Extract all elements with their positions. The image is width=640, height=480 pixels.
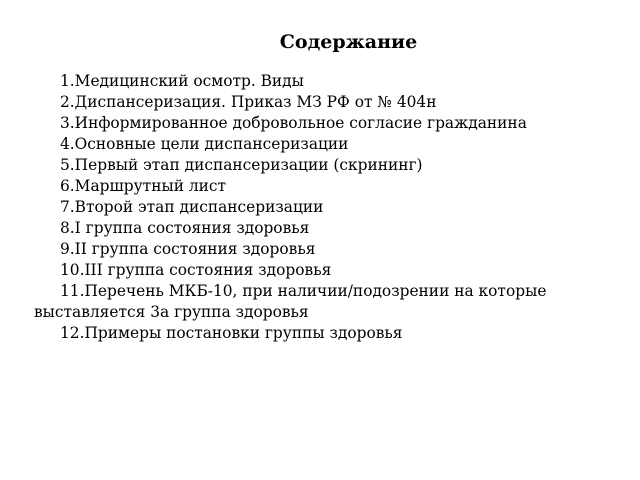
toc-item: 1.Медицинский осмотр. Виды: [60, 72, 304, 90]
toc-item: 2.Диспансеризация. Приказ МЗ РФ от № 404н: [60, 93, 437, 111]
toc-item: 8.I группа состояния здоровья: [60, 219, 310, 237]
toc-item: 5.Первый этап диспансеризации (скрининг): [60, 156, 423, 174]
slide-title: Содержание: [279, 31, 418, 53]
toc-item: 12.Примеры постановки группы здоровья: [60, 324, 403, 342]
table-of-contents: [34, 71, 624, 344]
toc-item: 10.III группа состояния здоровья: [60, 261, 332, 279]
toc-item: 6.Маршрутный лист: [60, 177, 227, 195]
toc-item: 3.Информированное добровольное согласие гражданина: [60, 114, 527, 132]
toc-item: 4.Основные цели диспансеризации: [60, 135, 349, 153]
toc-item: 11.Перечень МКБ-10, при наличии/подозрении на которые выставляется 3а группа здоровья: [34, 282, 547, 321]
toc-item: 9.II группа состояния здоровья: [60, 240, 316, 258]
toc-item: 7.Второй этап диспансеризации: [60, 198, 324, 216]
